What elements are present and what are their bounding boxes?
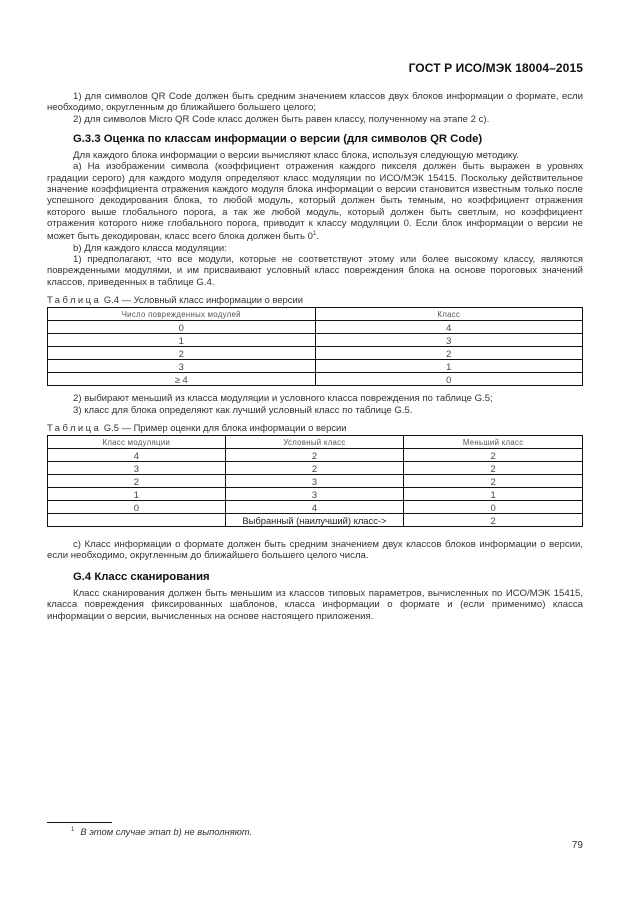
paragraph: 2) для символов Micro QR Code класс должен быть равен классу, полученному на этапе 2 c). — [73, 113, 490, 125]
column-header: Меньший класс — [404, 436, 583, 449]
caption-word: Таблица — [47, 421, 102, 433]
cell: 2 — [225, 449, 404, 462]
cell: 3 — [48, 360, 316, 373]
footnote-ref[interactable]: 1 — [312, 231, 317, 238]
table-header-row — [48, 436, 583, 449]
caption-text: G.5 — Пример оценки для блока информации о версии — [101, 421, 347, 433]
cell: 1 — [48, 334, 316, 347]
caption-word: Таблица — [47, 293, 102, 305]
caption-text: G.4 — Условный класс информации о версии — [103, 293, 303, 305]
table-header-row — [48, 308, 583, 321]
cell: 0 — [315, 373, 583, 386]
table-g5 — [47, 435, 583, 527]
table-row — [48, 373, 583, 386]
footnote-marker: 1 — [71, 826, 75, 833]
paragraph: Класс сканирования должен быть меньшим из классов типовых параметров, вычисленных по ИСО/МЭК 15415, класса повреждения фиксированных шаблонов, класса информации о формате и (если применимо) класса информации о версии, вычисленных на основе настоящего приложения. — [47, 588, 583, 622]
section-heading-g4: G.4 Класс сканирования — [73, 570, 210, 583]
document-header: ГОСТ Р ИСО/МЭК 18004–2015 — [408, 61, 583, 75]
column-header: Условный класс — [225, 436, 404, 449]
footnote-text: В этом случае этап b) не выполняют. — [80, 826, 253, 837]
table-row-summary — [48, 514, 583, 527]
paragraph-text: a) На изображении символа (коэффициент отражения каждого пикселя должен быть выражен в уровнях градации серого) для каждого модуля определяют класс модуляции по ИСО/МЭК 15415. Поскольку действительное значение коэффициента отражения каждого модуля блока информации о версии становится известным только после успешного декодирования блока, то любой модуль, который должен быть темным, но коэффициент отражения которого выше глобального порога, а так же любой модуль, который должен быть светлым, но коэффициент отражения которого ниже глобального порога, приводит к классу модуляции 0. Если блок информации о версии не может быть декодирован, класс всего блока должен быть 0 — [47, 161, 583, 243]
table-row — [48, 488, 583, 501]
cell: Выбранный (наилучший) класс-> — [225, 514, 404, 527]
paragraph: 3) класс для блока определяют как лучший условный класс по таблице G.5. — [73, 404, 413, 416]
cell: 0 — [404, 501, 583, 514]
table-row — [48, 462, 583, 475]
cell: 1 — [315, 360, 583, 373]
footnote-divider — [47, 822, 112, 823]
cell: 2 — [404, 449, 583, 462]
paragraph: 2) выбирают меньший из класса модуляции и условного класса повреждения по таблице G.5; — [73, 393, 493, 405]
cell — [48, 514, 226, 527]
paragraph: Для каждого блока информации о версии вычисляют класс блока, используя следующую методику. — [73, 150, 519, 162]
table-row — [48, 501, 583, 514]
cell: 4 — [48, 449, 226, 462]
table-row — [48, 360, 583, 373]
table-row — [48, 475, 583, 488]
table-row — [48, 449, 583, 462]
cell: 3 — [48, 462, 226, 475]
column-header: Число поврежденных модулей — [48, 308, 316, 321]
cell: 4 — [225, 501, 404, 514]
cell: 0 — [48, 501, 226, 514]
cell: ≥ 4 — [48, 373, 316, 386]
paragraph: c) Класс информации о формате должен быть средним значением двух классов блоков информации о версии, если необходимо, округленным до ближайшего большего целого числа. — [47, 539, 583, 562]
table-row — [48, 321, 583, 334]
cell: 1 — [404, 488, 583, 501]
paragraph: 1) предполагают, что все модули, которые не соответствуют этому или более высокому классу, являются поврежденными модулями, и им присваивают условный класс повреждения блока на основе пороговых значений классов, приведенных в таблице G.4. — [47, 254, 583, 288]
cell: 2 — [315, 347, 583, 360]
cell: 2 — [225, 462, 404, 475]
column-header: Класс — [315, 308, 583, 321]
cell: 0 — [48, 321, 316, 334]
cell: 2 — [48, 347, 316, 360]
cell: 2 — [404, 475, 583, 488]
table-row — [48, 347, 583, 360]
paragraph: b) Для каждого класса модуляции: — [73, 242, 227, 254]
cell: 3 — [315, 334, 583, 347]
table-g4 — [47, 307, 583, 386]
section-heading-g33: G.3.3 Оценка по классам информации о версии (для символов QR Code) — [73, 132, 483, 145]
cell: 2 — [404, 462, 583, 475]
table-row — [48, 334, 583, 347]
cell: 2 — [404, 514, 583, 527]
column-header: Класс модуляции — [48, 436, 226, 449]
cell: 4 — [315, 321, 583, 334]
paragraph — [47, 161, 583, 242]
table-caption-g4 — [47, 294, 583, 305]
cell: 2 — [48, 475, 226, 488]
cell: 3 — [225, 475, 404, 488]
page-number: 79 — [571, 840, 583, 851]
table-caption-g5 — [47, 422, 583, 433]
paragraph-end: . — [316, 231, 319, 243]
cell: 3 — [225, 488, 404, 501]
document-body — [47, 91, 583, 622]
footnote — [71, 826, 252, 837]
paragraph: 1) для символов QR Code должен быть средним значением классов двух блоков информации о формате, если необходимо, округленным до ближайшего большего целого; — [47, 91, 583, 114]
cell: 1 — [48, 488, 226, 501]
